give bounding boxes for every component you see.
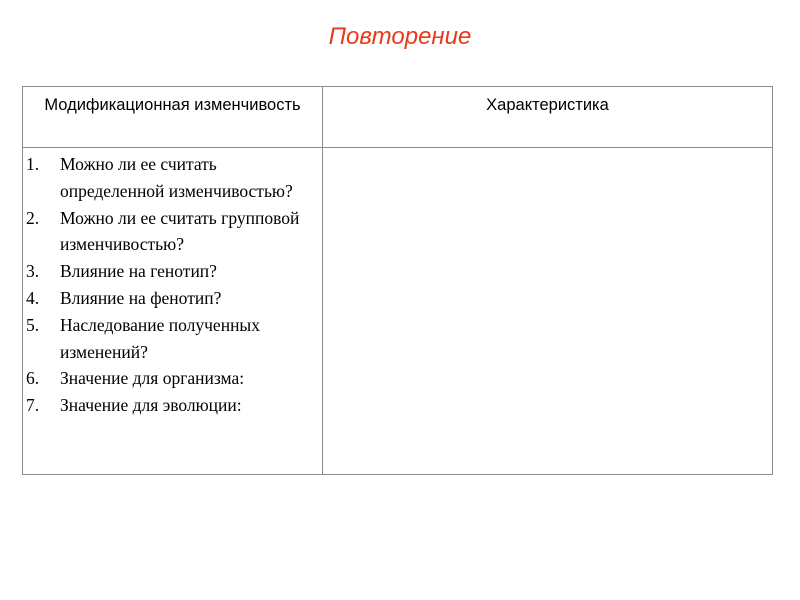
comparison-table xyxy=(22,86,773,475)
item-number: 4. xyxy=(26,287,40,308)
characteristic-cell xyxy=(323,148,772,474)
item-text: Влияние на фенотип? xyxy=(60,287,222,308)
item-number: 3. xyxy=(26,261,40,282)
list-item xyxy=(23,392,322,419)
item-text: Наследование полученных изменений? xyxy=(60,314,260,362)
item-number: 7. xyxy=(26,395,40,416)
list-item xyxy=(23,258,322,285)
item-number: 2. xyxy=(26,207,40,228)
header-modification-variability: Модификационная изменчивость xyxy=(23,87,323,148)
questions-list xyxy=(23,151,322,419)
item-text: Значение для эволюции: xyxy=(60,395,242,416)
list-item xyxy=(23,205,322,259)
item-number: 6. xyxy=(26,368,40,389)
questions-cell xyxy=(23,148,323,474)
item-text: Можно ли ее считать групповой изменчивостью? xyxy=(60,207,300,255)
slide-title: Повторение xyxy=(328,23,472,50)
item-number: 5. xyxy=(26,314,40,335)
list-item xyxy=(23,285,322,312)
item-text: Значение для организма: xyxy=(60,368,245,389)
list-item xyxy=(23,151,322,205)
header-characteristic: Характеристика xyxy=(323,87,772,148)
item-number: 1. xyxy=(26,154,40,174)
list-item xyxy=(23,312,322,366)
list-item xyxy=(23,365,322,392)
item-text: Влияние на генотип? xyxy=(60,261,217,282)
item-text: Можно ли ее считать определенной изменчивостью? xyxy=(60,154,293,201)
